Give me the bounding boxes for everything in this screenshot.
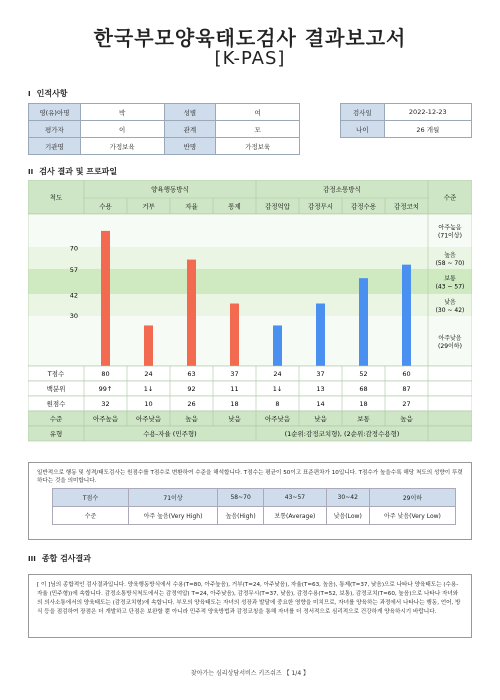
section-label: 종합 검사결과 bbox=[41, 554, 91, 563]
bar bbox=[359, 278, 368, 366]
info-header: 영(유)아명 bbox=[29, 104, 81, 121]
band-label: 높음 bbox=[444, 251, 456, 259]
level-band bbox=[28, 214, 472, 247]
category-label: 감정억압 bbox=[264, 202, 291, 211]
report-subtitle: [K-PAS] bbox=[214, 48, 286, 69]
band-range: (30 ~ 42) bbox=[435, 307, 465, 315]
level-table-cell: 수준 bbox=[53, 507, 129, 525]
personal-info-table bbox=[28, 103, 300, 155]
score-cell: 8 bbox=[275, 400, 280, 408]
band-label: 아주낮음 bbox=[438, 335, 462, 343]
score-cell: 높음 bbox=[400, 415, 413, 423]
info-value: 모 bbox=[216, 121, 300, 138]
y-tick-label: 70 bbox=[69, 244, 78, 253]
info-header: 나이 bbox=[341, 121, 385, 138]
category-label: 통제 bbox=[228, 202, 241, 211]
score-cell: 63 bbox=[187, 370, 196, 378]
score-cell: 1↓ bbox=[272, 385, 283, 393]
level-table-cell: 아주 낮음(Very Low) bbox=[369, 507, 455, 525]
score-row-label: 백분위 bbox=[46, 385, 66, 393]
score-cell: 60 bbox=[402, 370, 411, 378]
category-label: 거부 bbox=[142, 202, 155, 211]
score-cell: 26 bbox=[187, 400, 196, 408]
bar bbox=[273, 325, 282, 366]
note-text: 일반적으로 행동 및 성격/태도검사는 원점수를 T점수로 변환하여 수준을 해석합니다. T점수는 평균이 50이고 표준편차가 10입니다. T점수가 높을수록 해당 척도의 성향이 뚜렷하다는 것을 의미합니다. bbox=[37, 470, 463, 484]
band-label: 보통 bbox=[444, 275, 456, 283]
bar bbox=[144, 325, 153, 366]
band-range: (43 ~ 57) bbox=[435, 283, 465, 291]
category-label: 감정수용 bbox=[350, 202, 377, 211]
band-label: 아주높음 bbox=[438, 224, 462, 232]
level-header: 수준 bbox=[443, 193, 457, 202]
group-header: 양육행동방식 bbox=[151, 185, 189, 194]
info-header: 검사일 bbox=[341, 104, 385, 121]
score-row-label: 수준 bbox=[49, 415, 63, 423]
band-range: (71이상) bbox=[438, 232, 462, 240]
summary-box bbox=[28, 574, 472, 638]
info-value: 가정보육 bbox=[216, 138, 300, 155]
score-cell: 18 bbox=[230, 400, 239, 408]
category-label: 자율 bbox=[185, 202, 198, 211]
communication-type: (1순위:감정코치형), (2순위:감정수용형) bbox=[284, 430, 400, 438]
score-cell: 10 bbox=[144, 400, 153, 408]
bar bbox=[316, 304, 325, 366]
info-value: 이 bbox=[80, 121, 164, 138]
section-results bbox=[28, 166, 117, 177]
score-cell: 80 bbox=[101, 370, 110, 378]
scale-header: 척도 bbox=[49, 193, 63, 202]
group-header: 감정소통방식 bbox=[323, 185, 361, 194]
section-label: 인적사항 bbox=[36, 89, 68, 98]
profile-chart-svg bbox=[28, 180, 472, 462]
bar bbox=[187, 260, 196, 366]
level-table-header: 58~70 bbox=[218, 489, 264, 507]
level-table-cell: 높음(High) bbox=[218, 507, 264, 525]
score-cell: 52 bbox=[359, 370, 368, 378]
info-value: 여 bbox=[216, 104, 300, 121]
level-table-cell: 보통(Average) bbox=[264, 507, 326, 525]
page-footer: 찾아가는 심리상담서비스 키즈쉬즈 【 1/4 】 bbox=[190, 670, 310, 677]
score-cell: 아주낮음 bbox=[264, 415, 291, 423]
level-table-header: 29이하 bbox=[369, 489, 455, 507]
bar bbox=[402, 265, 411, 366]
y-tick-label: 42 bbox=[69, 291, 78, 300]
section-mark: II bbox=[28, 167, 34, 176]
score-cell: 68 bbox=[359, 385, 368, 393]
info-header: 관계 bbox=[164, 121, 216, 138]
score-cell: 92 bbox=[187, 385, 196, 393]
level-table-cell: 아주 높음(Very High) bbox=[129, 507, 218, 525]
score-cell: 87 bbox=[402, 385, 411, 393]
parenting-type: 수용-자율 (민주형) bbox=[143, 430, 197, 438]
score-cell: 높음 bbox=[185, 415, 198, 423]
profile-chart bbox=[28, 180, 472, 488]
section-label: 검사 결과 및 프로파일 bbox=[39, 167, 118, 176]
info-value: 가정보육 bbox=[80, 138, 164, 155]
info-header: 반명 bbox=[164, 138, 216, 155]
band-range: (58 ~ 70) bbox=[435, 259, 465, 267]
band-range: (29이하) bbox=[438, 343, 462, 351]
section-mark: III bbox=[28, 554, 36, 563]
info-header: 기관명 bbox=[29, 138, 81, 155]
section-personal-info bbox=[28, 88, 68, 99]
info-header: 성별 bbox=[164, 104, 216, 121]
score-cell: 보통 bbox=[357, 415, 370, 423]
score-cell: 아주높음 bbox=[92, 415, 119, 423]
level-table-header: 71이상 bbox=[129, 489, 218, 507]
score-cell: 아주낮음 bbox=[135, 415, 162, 423]
level-table-header: T점수 bbox=[53, 489, 129, 507]
category-label: 감정코치 bbox=[393, 202, 420, 211]
score-cell: 24 bbox=[144, 370, 153, 378]
score-cell: 37 bbox=[316, 370, 325, 378]
level-table-header: 43~57 bbox=[264, 489, 326, 507]
level-table-cell: 낮음(Low) bbox=[326, 507, 369, 525]
band-label: 낮음 bbox=[444, 299, 456, 307]
info-header: 평가자 bbox=[29, 121, 81, 138]
category-label: 감정무시 bbox=[307, 202, 334, 211]
section-mark: I bbox=[28, 89, 31, 98]
type-row-label: 유형 bbox=[49, 430, 63, 438]
bar bbox=[101, 231, 110, 366]
score-cell: 13 bbox=[316, 385, 325, 393]
y-tick-label: 57 bbox=[69, 266, 78, 275]
score-cell: 18 bbox=[359, 400, 368, 408]
y-tick-label: 30 bbox=[69, 311, 78, 320]
score-cell: 37 bbox=[230, 370, 239, 378]
category-label: 수용 bbox=[99, 202, 112, 211]
score-cell: 낮음 bbox=[228, 415, 241, 423]
score-row-label: T점수 bbox=[47, 370, 65, 378]
score-row-label: 원점수 bbox=[46, 400, 66, 408]
test-date: 2022-12-23 bbox=[384, 104, 471, 121]
type-row-bg bbox=[28, 426, 472, 441]
child-age: 26 개월 bbox=[384, 121, 471, 138]
test-info-table bbox=[340, 103, 472, 138]
info-value: 박 bbox=[80, 104, 164, 121]
score-cell: 낮음 bbox=[314, 415, 327, 423]
t-score-level-table bbox=[52, 488, 456, 525]
score-cell: 1↓ bbox=[143, 385, 154, 393]
score-cell: 99↑ bbox=[98, 385, 113, 393]
report-title: 한국부모양육태도검사 결과보고서 bbox=[93, 26, 407, 50]
score-cell: 11 bbox=[230, 385, 239, 393]
score-cell: 24 bbox=[273, 370, 282, 378]
score-cell: 14 bbox=[316, 400, 325, 408]
level-table-header: 30~42 bbox=[326, 489, 369, 507]
section-summary bbox=[28, 553, 91, 564]
summary-text: [ 이 ]님의 종합적인 검사결과입니다. 양육행동방식에서 수용(T=80, 아주높음), 거부(T=24, 아주낮음), 자율(T=63, 높음), 통제(T=37, 낮음)으로 나타나 양육태도는 (수용-자율 (민주형))에 속합니다. 감정소통방식척도에서는 감정억압( T=24, 아주낮음), 감정무시(T=37, 낮음), 감정수용(T=52, 보통), 감정코치(T=60, 높음)으로 나타나 자녀와의 의사소통에서의 양육태도는 (감정코치형)에 속합니다. 부모의 양육태도는 자녀의 성장과 발달에 중요한 영향을 미치므로, 자녀를 양육하는 과정에서 나타나는 행동, 언어, 방식 등을 점검하여 장점은 더 개발하고 단점은 보완할 뿐 아니라 민주적 양육방법과 감정코칭을 통해 자녀를 더 정서적으로 심리적으로 건강하게 양육하시기 바랍니다. bbox=[37, 582, 461, 615]
score-cell: 27 bbox=[402, 400, 411, 408]
score-cell: 32 bbox=[101, 400, 110, 408]
bar bbox=[230, 304, 239, 366]
